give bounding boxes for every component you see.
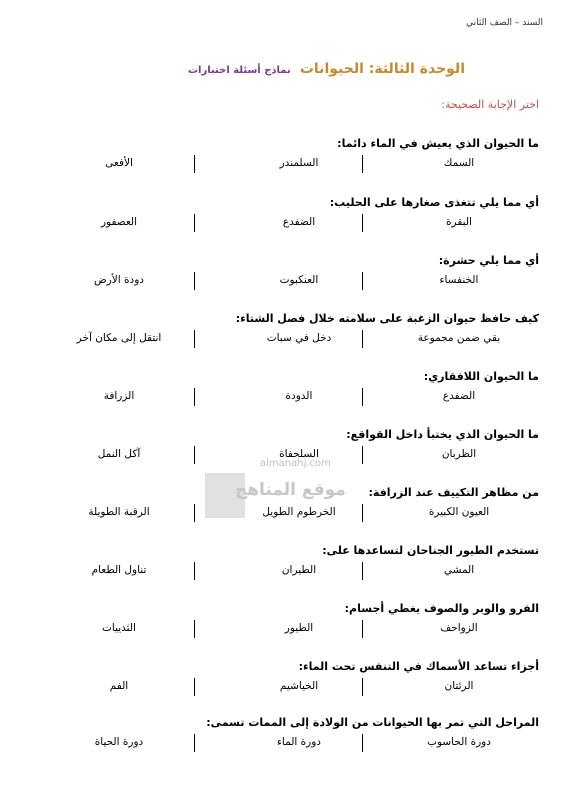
option-b[interactable]: السلحفاة xyxy=(279,448,319,460)
option-a[interactable]: الظربان xyxy=(441,448,477,460)
header-note: السند – الصف الثاني xyxy=(466,18,543,28)
option-a[interactable]: الزواحف xyxy=(440,622,478,634)
option-b[interactable]: دورة الماء xyxy=(277,736,321,748)
option-b[interactable]: الخياشيم xyxy=(279,680,319,692)
option-a[interactable]: الخنفساء xyxy=(439,274,479,286)
question-text: أي مما يلي تتغذى صغارها على الحليب: xyxy=(329,196,539,209)
question-text: أي مما يلي حشرة: xyxy=(438,254,539,267)
question-text: المراحل التي تمر بها الحيوانات من الولادة إلى الممات تسمى: xyxy=(206,716,539,729)
option-b[interactable]: الطيران xyxy=(281,564,317,576)
question-text: ما الحيوان الذي يعيش في الماء دائما: xyxy=(337,137,539,150)
option-c[interactable]: دورة الحياة xyxy=(94,736,144,748)
option-c[interactable]: انتقل إلى مكان آخر xyxy=(76,332,162,344)
option-b[interactable]: الضفدع xyxy=(282,216,316,228)
option-b[interactable]: السلمندر xyxy=(279,157,319,169)
question-text: ما الحيوان الذي يختبأ داخل القواقع: xyxy=(346,428,539,441)
watermark xyxy=(205,458,346,518)
option-b[interactable]: الطيور xyxy=(284,622,314,634)
option-b[interactable]: العنكبوت xyxy=(279,274,319,286)
option-a[interactable]: الرئتان xyxy=(444,680,474,692)
option-c[interactable]: الأفعى xyxy=(105,157,133,169)
option-b[interactable]: دخل في سبات xyxy=(266,332,332,344)
unit-title xyxy=(188,58,465,77)
question-item xyxy=(20,254,539,304)
question-text: من مظاهر التكييف عند الزرافة: xyxy=(368,486,539,499)
option-c[interactable]: آكل النمل xyxy=(97,448,141,460)
option-a[interactable]: دورة الحاسوب xyxy=(427,736,491,748)
watermark-text: موقع المناهج xyxy=(235,480,346,500)
option-c[interactable]: الفم xyxy=(109,680,129,692)
question-item xyxy=(20,660,539,710)
question-item xyxy=(20,370,539,420)
question-item xyxy=(20,196,539,246)
option-b[interactable]: الخرطوم الطويل xyxy=(262,506,336,518)
option-b[interactable]: الدودة xyxy=(285,390,313,402)
option-a[interactable]: بقي ضمن مجموعة xyxy=(417,332,501,344)
option-a[interactable]: الضفدع xyxy=(442,390,476,402)
question-item xyxy=(20,544,539,594)
option-c[interactable]: الثدييات xyxy=(102,622,136,634)
option-c[interactable]: تناول الطعام xyxy=(91,564,147,576)
unit-title-main: الوحدة الثالثة: الحيوانات xyxy=(299,61,465,77)
option-a[interactable]: البقرة xyxy=(446,216,472,228)
question-text: أجزاء تساعد الأسماك في التنفس تحت الماء: xyxy=(298,660,539,673)
option-a[interactable]: المشي xyxy=(443,564,475,576)
question-text: كيف حافظ حيوان الزغبة على سلامته خلال فصل الشتاء: xyxy=(235,312,539,325)
question-item xyxy=(20,716,539,766)
question-text: ما الحيوان اللافقاري: xyxy=(423,370,539,383)
question-text: تستخدم الطيور الجناحان لتساعدها على: xyxy=(322,544,539,557)
option-c[interactable]: الزرافة xyxy=(103,390,135,402)
option-c[interactable]: الرقبة الطويلة xyxy=(88,506,150,518)
option-a[interactable]: العيون الكبيرة xyxy=(428,506,490,518)
question-item xyxy=(20,602,539,652)
option-c[interactable]: دودة الأرض xyxy=(94,274,144,286)
question-item xyxy=(20,312,539,362)
option-a[interactable]: السمك xyxy=(443,157,475,169)
option-c[interactable]: العصفور xyxy=(100,216,138,228)
question-text: الفرو والوبر والصوف يغطي أجسام: xyxy=(344,602,539,615)
instruction: اختر الإجابة الصحيحة: xyxy=(441,98,539,111)
watermark-url: almanahj.com xyxy=(260,458,331,469)
unit-title-subtitle: نماذج أسئلة اختبارات xyxy=(187,65,291,76)
question-item xyxy=(20,137,539,187)
